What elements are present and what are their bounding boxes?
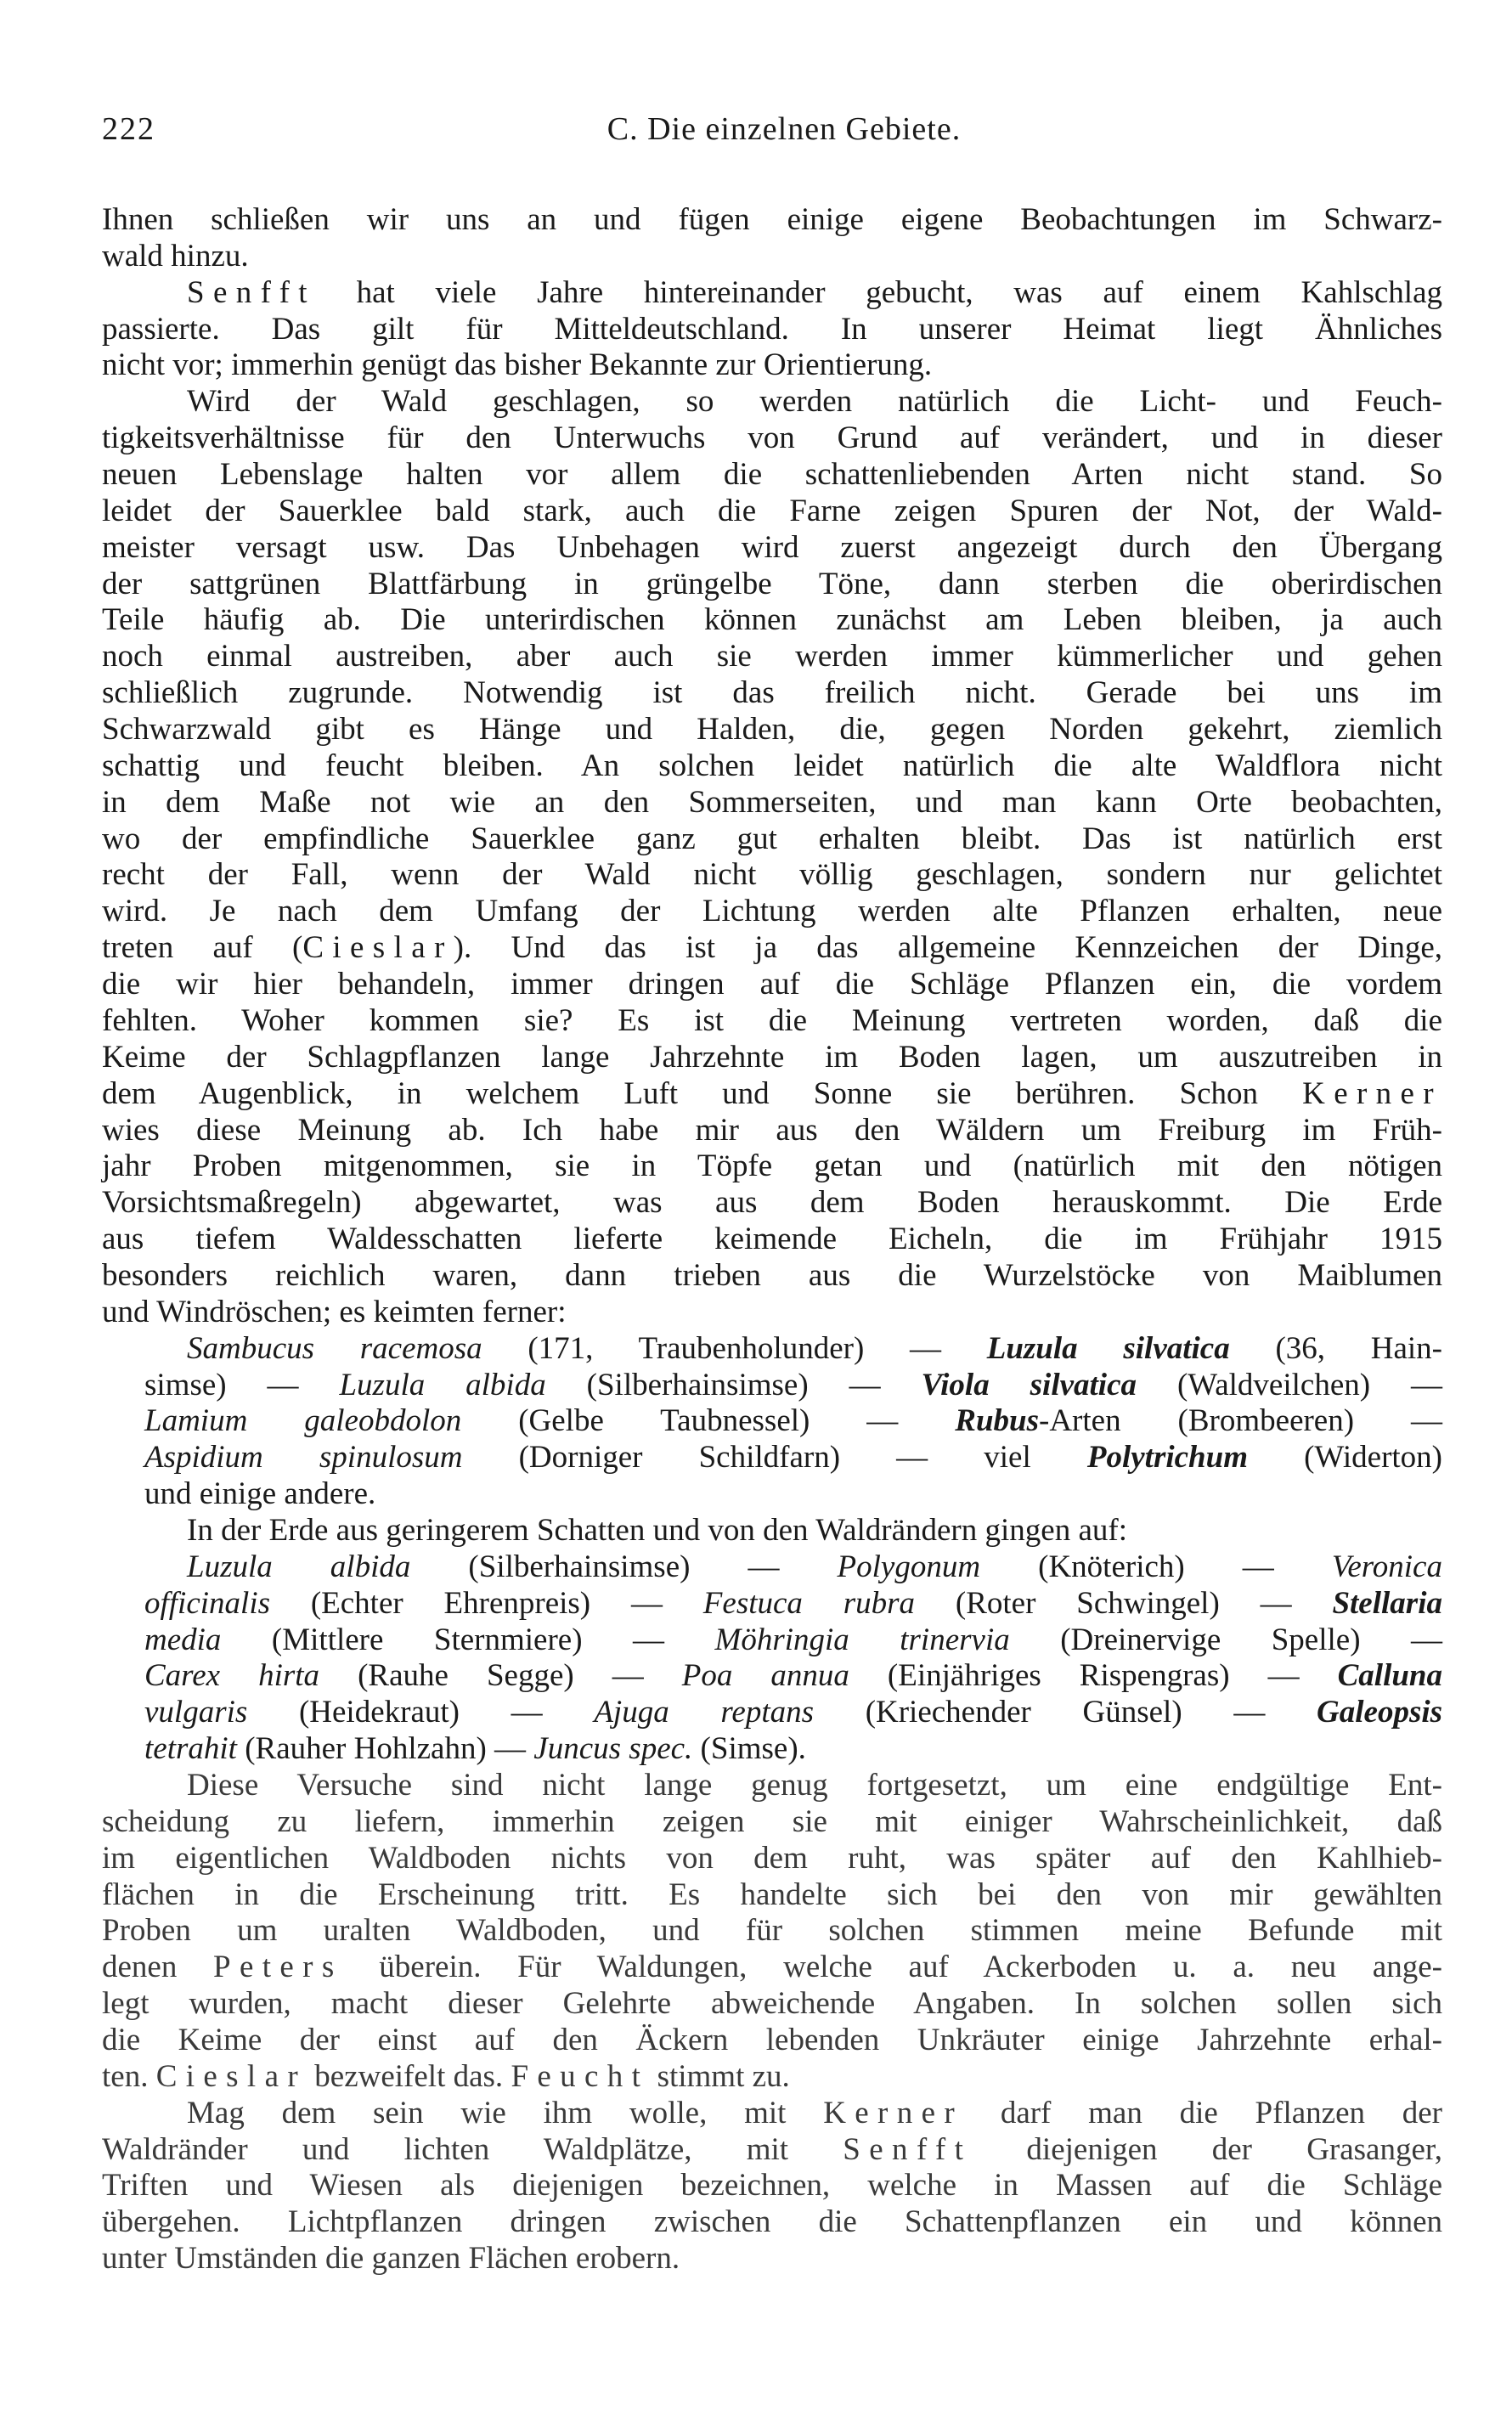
author-name: Cieslar bbox=[155, 2058, 307, 2094]
text-line bbox=[102, 457, 1442, 493]
text-run: meister versagt usw. Das Unbehagen wird zuerst angezeigt durch den Übergang bbox=[102, 529, 1442, 565]
text-line bbox=[102, 1040, 1442, 1075]
text-run: besonders reichlich waren, dann trieben aus die Wurzelstöcke von Maiblumen bbox=[102, 1257, 1442, 1293]
species-name: Carex hirta bbox=[144, 1658, 320, 1694]
text-run: (Widerton) bbox=[1248, 1440, 1443, 1476]
text-line bbox=[102, 1076, 1442, 1112]
text-line bbox=[102, 1841, 1442, 1876]
author-name: Feucht bbox=[511, 2058, 650, 2094]
text-run: noch einmal austreiben, aber auch sie werden immer kümmerlicher und gehen bbox=[102, 639, 1442, 674]
text-run: schließlich zugrunde. Notwendig ist das freilich nicht. Gerade bei uns im bbox=[102, 675, 1442, 711]
text-line bbox=[102, 639, 1442, 674]
text-run: wies diese Meinung ab. Ich habe mir aus den Wäldern um Freiburg im Früh- bbox=[102, 1112, 1442, 1148]
species-name: Luzula silvatica bbox=[986, 1330, 1230, 1366]
text-run: diejenigen der Grasanger, bbox=[972, 2131, 1442, 2167]
text-run: scheidung zu liefern, immerhin zeigen sie mit einiger Wahrscheinlichkeit, daß bbox=[102, 1803, 1442, 1839]
author-name: Senfft bbox=[843, 2131, 973, 2167]
species-list-line bbox=[102, 1586, 1442, 1622]
species-name: tetrahit bbox=[144, 1731, 237, 1767]
text-line bbox=[102, 202, 1442, 238]
text-run: (Waldveilchen) — bbox=[1137, 1367, 1443, 1402]
text-line bbox=[102, 1913, 1442, 1949]
running-head: C. Die einzelnen Gebiete. bbox=[606, 111, 962, 147]
text-run: (Echter Ehrenpreis) — bbox=[270, 1585, 703, 1621]
species-name: Aspidium spinulosum bbox=[144, 1440, 463, 1476]
text-run: tigkeitsverhältnisse für den Unterwuchs von Grund auf verändert, und in dieser bbox=[102, 420, 1442, 456]
species-name: officinalis bbox=[144, 1585, 270, 1621]
text-run: unter Umständen die ganzen Flächen erobern. bbox=[102, 2241, 680, 2277]
text-run: Wird der Wald geschlagen, so werden natürlich die Licht- und Feuch- bbox=[187, 384, 1442, 420]
author-name: Kerner bbox=[1302, 1075, 1442, 1111]
text-run: (Knöterich) — bbox=[980, 1549, 1332, 1584]
text-run: -Arten (Brombeeren) — bbox=[1039, 1403, 1443, 1439]
text-line bbox=[102, 967, 1442, 1002]
text-line bbox=[102, 1804, 1442, 1840]
species-name: Stellaria bbox=[1332, 1585, 1442, 1621]
text-run: (Dorniger Schildfarn) — viel bbox=[462, 1440, 1087, 1476]
species-name: Veronica bbox=[1331, 1549, 1442, 1584]
text-run: die Keime der einst auf den Äckern lebenden Unkräuter einige Jahrzehnte erhal- bbox=[102, 2023, 1442, 2057]
text-run: Mag dem sein wie ihm wolle, mit bbox=[187, 2095, 824, 2130]
text-line bbox=[102, 2023, 1442, 2058]
text-line bbox=[102, 821, 1442, 857]
species-name: Ajuga reptans bbox=[594, 1695, 815, 1730]
text-run: wird. Je nach dem Umfang der Lichtung werden alte Pflanzen erhalten, neue bbox=[102, 894, 1442, 929]
text-run: (Rauhe Segge) — bbox=[319, 1658, 682, 1694]
species-name: Rubus bbox=[955, 1403, 1040, 1439]
text-run: (Mittlere Sternmiere) — bbox=[221, 1622, 715, 1657]
text-line bbox=[102, 785, 1442, 821]
text-line bbox=[102, 239, 1442, 274]
text-line bbox=[102, 1258, 1442, 1294]
author-name: Kerner bbox=[823, 2095, 964, 2130]
text-run: darf man die Pflanzen der bbox=[963, 2095, 1442, 2130]
author-name: Peters bbox=[213, 1950, 343, 1985]
text-run: passierte. Das gilt für Mitteldeutschland. In unserer Heimat liegt Ähnliches bbox=[102, 311, 1442, 347]
text-line bbox=[102, 1768, 1442, 1803]
text-line bbox=[102, 2059, 1442, 2095]
text-run: (Simse). bbox=[692, 1731, 806, 1767]
text-run: Proben um uralten Waldboden, und für solchen stimmen meine Befunde mit bbox=[102, 1913, 1442, 1949]
text-run: fehlten. Woher kommen sie? Es ist die Meinung vertreten worden, daß die bbox=[102, 1002, 1442, 1038]
species-name: Möhringia trinervia bbox=[714, 1622, 1010, 1657]
species-name: Poa annua bbox=[681, 1658, 849, 1694]
species-name: Viola silvatica bbox=[921, 1367, 1137, 1402]
species-list-line bbox=[102, 1658, 1442, 1694]
text-line bbox=[102, 1877, 1442, 1913]
text-line bbox=[102, 567, 1442, 602]
text-line bbox=[102, 275, 1442, 311]
text-line bbox=[102, 530, 1442, 566]
text-run: in dem Maße not wie an den Sommerseiten, und man kann Orte beobachten, bbox=[102, 784, 1442, 820]
species-list-line bbox=[102, 1476, 1442, 1512]
species-list-line bbox=[102, 1695, 1442, 1730]
text-run: neuen Lebenslage halten vor allem die schattenliebenden Arten nicht stand. So bbox=[102, 457, 1442, 493]
text-run: Vorsichtsmaßregeln) abgewartet, was aus dem Boden herauskommt. Die Erde bbox=[102, 1185, 1442, 1221]
text-line bbox=[102, 494, 1442, 529]
page-number: 222 bbox=[102, 111, 155, 147]
species-name: Luzula albida bbox=[339, 1367, 546, 1402]
text-line bbox=[102, 1513, 1442, 1549]
text-run: Triften und Wiesen als diejenigen bezeichnen, welche in Massen auf die Schläge bbox=[102, 2168, 1442, 2204]
text-run: der sattgrünen Blattfärbung in grüngelbe Töne, dann sterben die oberirdischen bbox=[102, 566, 1442, 601]
text-run: wo der empfindliche Sauerklee ganz gut erhalten bleibt. Das ist natürlich erst bbox=[102, 821, 1442, 856]
species-name: Festuca rubra bbox=[702, 1585, 916, 1621]
species-list-line bbox=[102, 1622, 1442, 1658]
text-run: In der Erde aus geringerem Schatten und von den Waldrändern gingen auf: bbox=[187, 1512, 1127, 1548]
text-run: übergehen. Lichtpflanzen dringen zwischen die Schattenpflanzen ein und können bbox=[102, 2204, 1442, 2240]
species-list-line bbox=[102, 1368, 1442, 1403]
text-run: (Kriechender Günsel) — bbox=[814, 1695, 1317, 1730]
text-line bbox=[102, 712, 1442, 748]
text-run: (36, Hain- bbox=[1229, 1330, 1442, 1366]
text-line bbox=[102, 930, 1442, 966]
text-line bbox=[102, 2168, 1442, 2204]
text-run: im eigentlichen Waldboden nichts von dem ruht, was später auf den Kahlhieb- bbox=[102, 1840, 1442, 1876]
text-run: Waldränder und lichten Waldplätze, mit bbox=[102, 2131, 843, 2167]
text-run: dem Augenblick, in welchem Luft und Sonne sie berühren. Schon bbox=[102, 1075, 1303, 1111]
text-line bbox=[102, 347, 1442, 383]
species-list-line bbox=[102, 1403, 1442, 1439]
species-name: Galeopsis bbox=[1317, 1695, 1443, 1730]
text-run: schattig und feucht bleiben. An solchen leidet natürlich die alte Waldflora nicht bbox=[102, 748, 1442, 783]
species-list-line bbox=[102, 1331, 1442, 1367]
text-run: denen bbox=[102, 1950, 214, 1985]
text-run: die wir hier behandeln, immer dringen auf die Schläge Pflanzen ein, die vordem bbox=[102, 967, 1442, 1002]
text-run: treten auf ( bbox=[102, 930, 303, 966]
text-run: (Heidekraut) — bbox=[247, 1695, 595, 1730]
text-run: (Einjähriges Rispengras) — bbox=[849, 1658, 1338, 1694]
text-run: stimmt zu. bbox=[649, 2058, 790, 2094]
text-run: ). Und das ist ja das allgemeine Kennzeichen der Dinge, bbox=[453, 930, 1442, 966]
text-run: überein. Für Waldungen, welche auf Ackerboden u. a. neu ange- bbox=[342, 1950, 1442, 1985]
text-run: ten. bbox=[102, 2058, 156, 2094]
text-line bbox=[102, 1003, 1442, 1039]
text-run: wald hinzu. bbox=[102, 238, 249, 274]
text-line bbox=[102, 675, 1442, 711]
text-run: (Rauher Hohlzahn) — bbox=[236, 1731, 534, 1767]
text-line bbox=[102, 2132, 1442, 2168]
text-line bbox=[102, 857, 1442, 893]
text-line bbox=[102, 894, 1442, 929]
species-name: Luzula albida bbox=[187, 1549, 411, 1584]
text-line bbox=[102, 384, 1442, 420]
species-name: Calluna bbox=[1337, 1658, 1443, 1694]
text-line bbox=[102, 1295, 1442, 1330]
text-run: und Windröschen; es keimten ferner: bbox=[102, 1294, 567, 1329]
text-run: leidet der Sauerklee bald stark, auch die Farne zeigen Spuren der Not, der Wald- bbox=[102, 493, 1442, 528]
text-run: hat viele Jahre hintereinander gebucht, was auf einem Kahlschlag bbox=[315, 274, 1442, 310]
species-list-line bbox=[102, 1549, 1442, 1585]
text-line bbox=[102, 1222, 1442, 1257]
author-name: Senfft bbox=[187, 274, 316, 310]
species-name: Polygonum bbox=[837, 1549, 981, 1584]
text-run: (Silberhainsimse) — bbox=[545, 1367, 922, 1402]
species-name: Polytrichum bbox=[1086, 1440, 1248, 1476]
text-line bbox=[102, 1148, 1442, 1184]
text-run: simse) — bbox=[144, 1367, 340, 1402]
text-run: bezweifelt das. bbox=[307, 2058, 511, 2094]
text-run: Keime der Schlagpflanzen lange Jahrzehnte im Boden lagen, um auszutreiben in bbox=[102, 1039, 1442, 1075]
text-run: (Silberhainsimse) — bbox=[410, 1549, 838, 1584]
species-name: Sambucus racemosa bbox=[187, 1330, 482, 1366]
text-run: Diese Versuche sind nicht lange genug fortgesetzt, um eine endgültige Ent- bbox=[187, 1767, 1442, 1803]
species-name: Juncus spec. bbox=[533, 1731, 693, 1767]
text-line bbox=[102, 748, 1442, 784]
text-run: flächen in die Erscheinung tritt. Es handelte sich bei den von mir gewählten bbox=[102, 1876, 1442, 1912]
text-line bbox=[102, 1986, 1442, 2022]
text-run: Teile häufig ab. Die unterirdischen können zunächst am Leben bleiben, ja auch bbox=[102, 602, 1442, 638]
text-line bbox=[102, 1113, 1442, 1148]
text-line bbox=[102, 1950, 1442, 1985]
text-line bbox=[102, 602, 1442, 638]
text-run: und einige andere. bbox=[144, 1476, 376, 1512]
species-list-line bbox=[102, 1731, 1442, 1767]
author-name: Cieslar bbox=[302, 930, 454, 966]
text-line bbox=[102, 2241, 1442, 2277]
text-run: (171, Traubenholunder) — bbox=[482, 1330, 987, 1366]
text-run: (Roter Schwingel) — bbox=[915, 1585, 1333, 1621]
species-name: media bbox=[144, 1622, 222, 1657]
text-line bbox=[102, 2096, 1442, 2131]
species-name: Lamium galeobdolon bbox=[144, 1403, 462, 1439]
text-line bbox=[102, 2204, 1442, 2240]
text-run: recht der Fall, wenn der Wald nicht völlig geschlagen, sondern nur gelichtet bbox=[102, 857, 1442, 893]
text-run: legt wurden, macht dieser Gelehrte abweichende Angaben. In solchen sollen sich bbox=[102, 1986, 1442, 2022]
text-run: jahr Proben mitgenommen, sie in Töpfe getan und (natürlich mit den nötigen bbox=[102, 1148, 1442, 1184]
text-run: Ihnen schließen wir uns an und fügen einige eigene Beobachtungen im Schwarz- bbox=[102, 202, 1442, 237]
text-line bbox=[102, 312, 1442, 347]
text-line bbox=[102, 1185, 1442, 1221]
text-run: (Dreinervige Spelle) — bbox=[1009, 1622, 1442, 1657]
text-run: Schwarzwald gibt es Hänge und Halden, die, gegen Norden gekehrt, ziemlich bbox=[102, 712, 1442, 748]
text-run: aus tiefem Waldesschatten lieferte keimende Eicheln, die im Frühjahr 1915 bbox=[102, 1222, 1442, 1257]
species-name: vulgaris bbox=[144, 1695, 248, 1730]
text-run: nicht vor; immerhin genügt das bisher Bekannte zur Orientierung. bbox=[102, 347, 933, 383]
species-list-line bbox=[102, 1440, 1442, 1476]
text-run: (Gelbe Taubnessel) — bbox=[461, 1403, 956, 1439]
text-line bbox=[102, 420, 1442, 456]
